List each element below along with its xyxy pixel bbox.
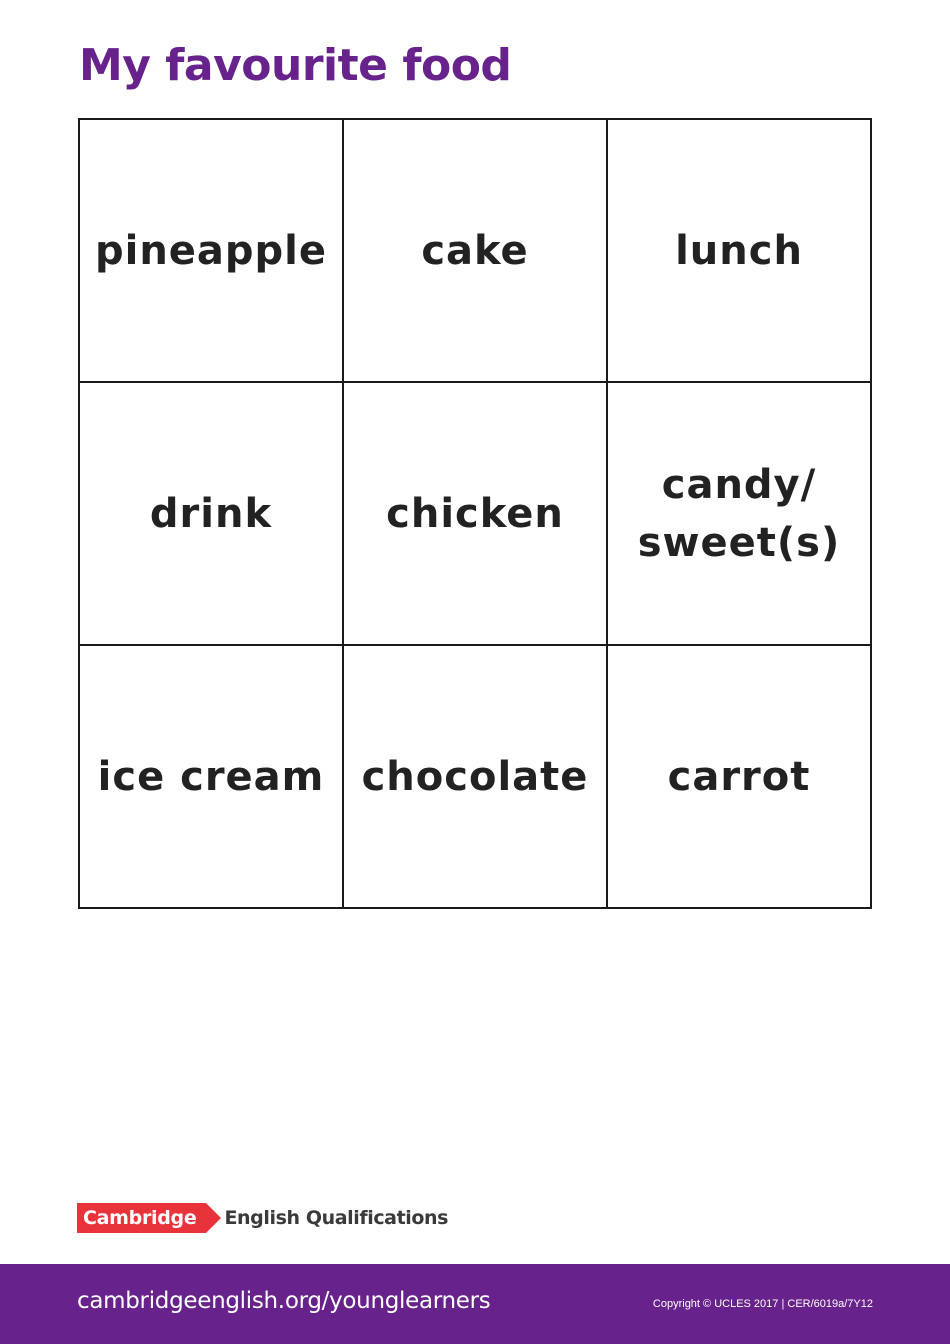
word-card-pineapple [80,120,344,383]
word-card-candy-sweets [608,383,872,646]
word-card-label: pineapple [94,227,328,274]
word-card-label: drink [149,490,273,537]
word-card-label: carrot [667,753,811,800]
cambridge-badge [77,1203,206,1233]
word-card-label: ice cream [97,753,325,800]
logo-subtitle: English Qualifications [224,1207,449,1229]
footer-url-link[interactable]: cambridgeenglish.org/younglearners [77,1288,491,1314]
word-card-cake [344,120,608,383]
logo-brand: Cambridge [83,1207,197,1229]
word-card-label: chicken [386,490,564,537]
word-card-label: chocolate [361,753,589,800]
word-card-carrot [608,646,872,909]
word-card-label: cake [421,227,529,274]
word-card-lunch [608,120,872,383]
cambridge-english-logo [77,1203,448,1233]
word-card-label: lunch [675,227,803,274]
word-card-chicken [344,383,608,646]
word-card-chocolate [344,646,608,909]
page-title: My favourite food [79,40,512,91]
footer-bar [0,1264,950,1344]
word-card-grid [78,118,872,909]
word-card-ice-cream [80,646,344,909]
word-card-drink [80,383,344,646]
word-card-label: candy/ sweet(s) [637,461,841,566]
footer-copyright: Copyright © UCLES 2017 | CER/6019a/7Y12 [652,1298,873,1310]
